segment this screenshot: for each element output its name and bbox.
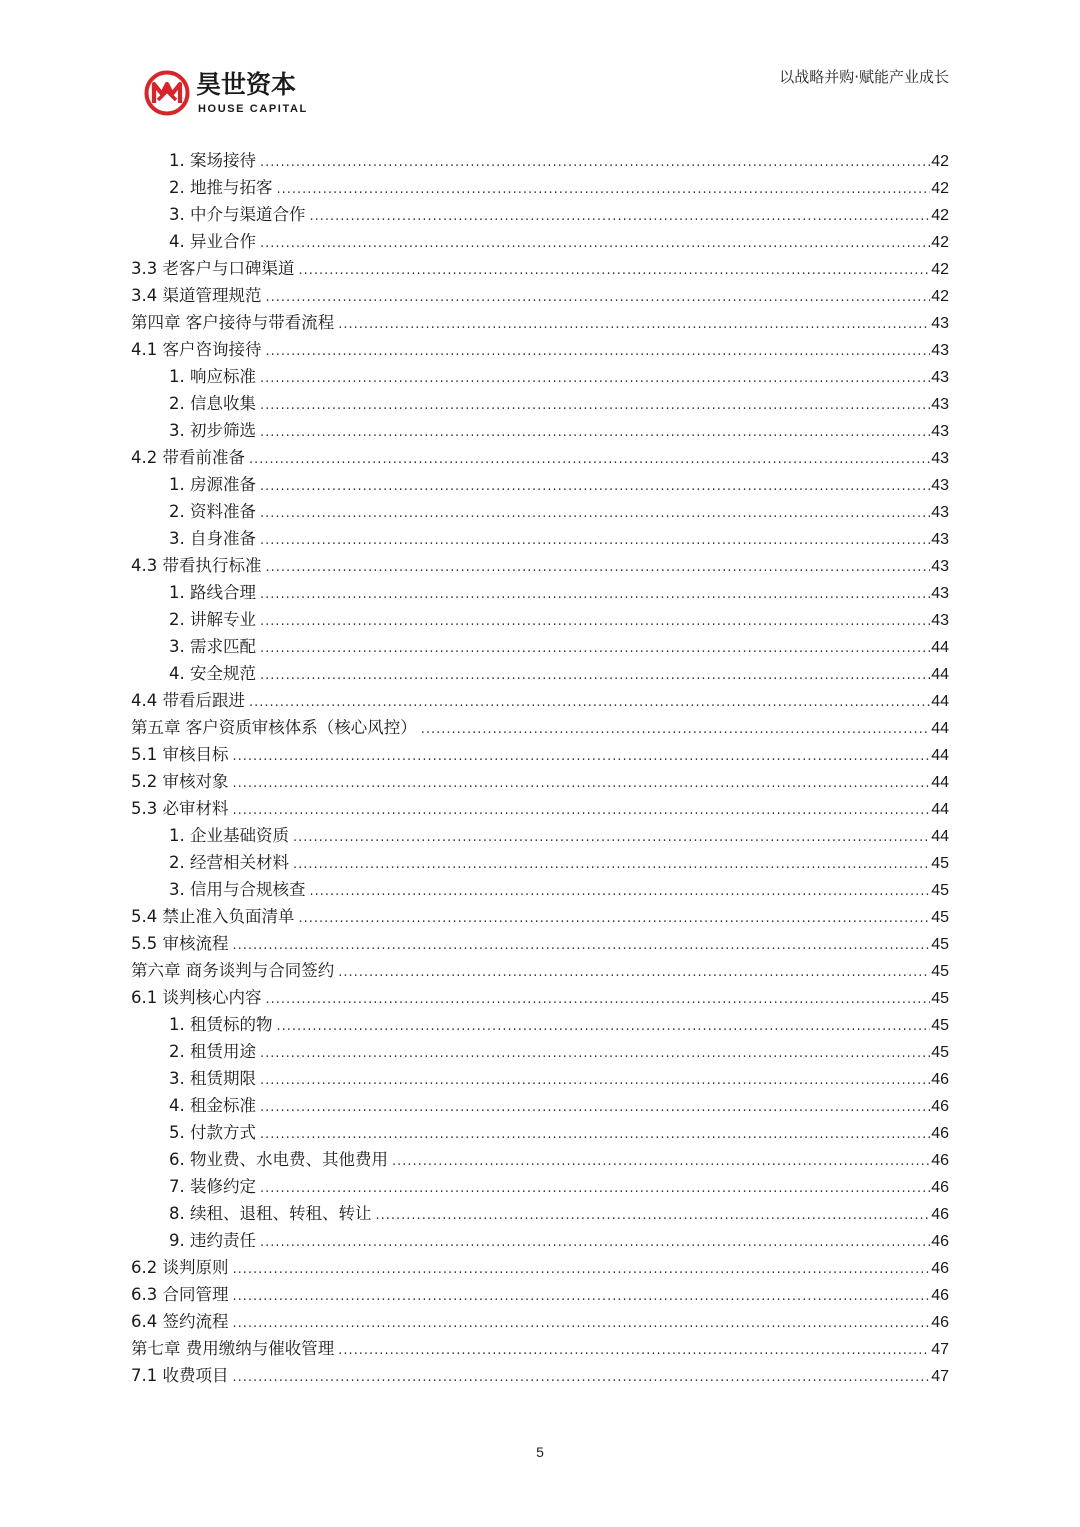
toc-entry[interactable] [131, 1092, 949, 1119]
toc-entry[interactable] [131, 444, 949, 471]
toc-dot-leader [266, 338, 931, 363]
toc-entry-title: 2. 信息收集 [169, 394, 256, 413]
toc-entry[interactable] [131, 1281, 949, 1308]
toc-entry-page: 46 [931, 1206, 949, 1223]
toc-entry[interactable] [131, 552, 949, 579]
toc-entry-title: 1. 响应标准 [169, 367, 256, 386]
toc-entry-title: 5.1 审核目标 [131, 745, 229, 764]
toc-entry-title: 3. 自身准备 [169, 529, 256, 548]
toc-entry-page: 42 [931, 288, 949, 305]
toc-entry[interactable] [131, 282, 949, 309]
toc-entry[interactable] [131, 606, 949, 633]
toc-entry-page: 45 [931, 1044, 949, 1061]
toc-entry-page: 45 [931, 963, 949, 980]
toc-dot-leader [249, 689, 930, 714]
toc-entry[interactable] [131, 336, 949, 363]
toc-dot-leader [260, 1229, 930, 1254]
toc-dot-leader [260, 608, 930, 633]
toc-entry-title: 1. 租赁标的物 [169, 1015, 273, 1034]
toc-dot-leader [266, 986, 931, 1011]
toc-dot-leader [299, 905, 931, 930]
toc-dot-leader [233, 1364, 931, 1389]
toc-dot-leader [277, 176, 931, 201]
toc-dot-leader [260, 365, 930, 390]
toc-entry[interactable] [131, 633, 949, 660]
toc-entry-title: 2. 经营相关材料 [169, 853, 289, 872]
toc-entry[interactable] [131, 1119, 949, 1146]
toc-entry-page: 46 [931, 1152, 949, 1169]
toc-entry-title: 5.5 审核流程 [131, 934, 229, 953]
toc-entry[interactable] [131, 255, 949, 282]
toc-entry[interactable] [131, 687, 949, 714]
toc-entry-title: 5.2 审核对象 [131, 772, 229, 791]
toc-entry[interactable] [131, 147, 949, 174]
toc-entry[interactable] [131, 714, 949, 741]
toc-entry-title: 4.4 带看后跟进 [131, 691, 245, 710]
toc-entry-page: 42 [931, 153, 949, 170]
company-logo [144, 70, 314, 120]
toc-dot-leader [376, 1202, 931, 1227]
toc-entry-page: 46 [931, 1260, 949, 1277]
toc-entry[interactable] [131, 849, 949, 876]
toc-entry[interactable] [131, 1065, 949, 1092]
toc-entry-page: 45 [931, 882, 949, 899]
toc-entry-page: 43 [931, 315, 949, 332]
toc-entry-page: 47 [931, 1341, 949, 1358]
toc-entry-page: 43 [931, 477, 949, 494]
toc-entry-title: 5.4 禁止准入负面清单 [131, 907, 295, 926]
toc-entry-title: 1. 企业基础资质 [169, 826, 289, 845]
toc-dot-leader [421, 716, 930, 741]
toc-entry[interactable] [131, 1308, 949, 1335]
toc-entry[interactable] [131, 525, 949, 552]
toc-entry[interactable] [131, 1200, 949, 1227]
toc-entry-title: 4. 安全规范 [169, 664, 256, 683]
toc-entry-page: 44 [931, 639, 949, 656]
toc-entry-title: 1. 案场接待 [169, 151, 256, 170]
toc-dot-leader [260, 581, 930, 606]
toc-entry-title: 4. 租金标准 [169, 1096, 256, 1115]
toc-entry-page: 43 [931, 342, 949, 359]
toc-dot-leader [277, 1013, 931, 1038]
toc-entry-title: 第四章 客户接待与带看流程 [131, 313, 335, 332]
toc-entry-page: 43 [931, 531, 949, 548]
toc-entry-page: 46 [931, 1233, 949, 1250]
toc-entry[interactable] [131, 1038, 949, 1065]
toc-entry[interactable] [131, 390, 949, 417]
toc-dot-leader [233, 1310, 931, 1335]
toc-entry-page: 46 [931, 1179, 949, 1196]
toc-entry-title: 3. 需求匹配 [169, 637, 256, 656]
toc-dot-leader [233, 797, 931, 822]
toc-entry-page: 47 [931, 1368, 949, 1385]
toc-entry-page: 45 [931, 1017, 949, 1034]
toc-dot-leader [260, 1121, 930, 1146]
toc-entry-page: 44 [931, 774, 949, 791]
toc-entry-page: 46 [931, 1287, 949, 1304]
toc-entry-page: 43 [931, 504, 949, 521]
table-of-contents [131, 147, 949, 1389]
toc-entry[interactable] [131, 741, 949, 768]
toc-dot-leader [233, 743, 931, 768]
toc-dot-leader [338, 311, 930, 336]
toc-dot-leader [266, 284, 931, 309]
toc-entry-page: 44 [931, 720, 949, 737]
toc-entry-title: 6.4 签约流程 [131, 1312, 229, 1331]
toc-entry[interactable] [131, 1146, 949, 1173]
toc-entry-page: 45 [931, 936, 949, 953]
toc-entry[interactable] [131, 1173, 949, 1200]
toc-entry-title: 4.2 带看前准备 [131, 448, 245, 467]
toc-entry-title: 9. 违约责任 [169, 1231, 256, 1250]
toc-dot-leader [260, 419, 930, 444]
toc-entry-title: 7.1 收费项目 [131, 1366, 229, 1385]
toc-entry-page: 45 [931, 855, 949, 872]
toc-entry-title: 4. 异业合作 [169, 232, 256, 251]
toc-entry-page: 46 [931, 1071, 949, 1088]
toc-dot-leader [310, 878, 931, 903]
toc-entry-title: 8. 续租、退租、转租、转让 [169, 1204, 372, 1223]
toc-dot-leader [249, 446, 930, 471]
toc-entry-page: 46 [931, 1098, 949, 1115]
toc-entry[interactable] [131, 1011, 949, 1038]
toc-dot-leader [299, 257, 931, 282]
toc-entry-page: 42 [931, 234, 949, 251]
toc-entry-page: 46 [931, 1314, 949, 1331]
header-slogan: 以战略并购·赋能产业成长 [779, 68, 949, 86]
toc-entry[interactable] [131, 228, 949, 255]
toc-entry-page: 43 [931, 450, 949, 467]
toc-entry-title: 6.1 谈判核心内容 [131, 988, 262, 1007]
toc-entry-title: 7. 装修约定 [169, 1177, 256, 1196]
toc-dot-leader [233, 770, 931, 795]
toc-entry[interactable] [131, 795, 949, 822]
toc-entry-page: 44 [931, 747, 949, 764]
toc-dot-leader [260, 1067, 930, 1092]
house-capital-logo-icon [144, 70, 190, 116]
toc-entry[interactable] [131, 984, 949, 1011]
page-header [0, 0, 1080, 140]
page-number: 5 [536, 1444, 544, 1460]
toc-entry-title: 第七章 费用缴纳与催收管理 [131, 1339, 335, 1358]
toc-entry-title: 2. 讲解专业 [169, 610, 256, 629]
toc-entry-title: 5. 付款方式 [169, 1123, 256, 1142]
toc-dot-leader [233, 1283, 931, 1308]
toc-entry-title: 1. 房源准备 [169, 475, 256, 494]
logo-english-name: HOUSE CAPITAL [198, 103, 308, 115]
toc-entry-title: 2. 租赁用途 [169, 1042, 256, 1061]
toc-entry[interactable] [131, 1227, 949, 1254]
toc-dot-leader [233, 932, 931, 957]
toc-entry-page: 44 [931, 693, 949, 710]
toc-entry-title: 2. 地推与拓客 [169, 178, 273, 197]
toc-dot-leader [260, 392, 930, 417]
toc-dot-leader [338, 959, 930, 984]
toc-entry-title: 2. 资料准备 [169, 502, 256, 521]
toc-entry-title: 3. 信用与合规核查 [169, 880, 306, 899]
toc-dot-leader [260, 473, 930, 498]
toc-dot-leader [260, 1094, 930, 1119]
toc-dot-leader [260, 1175, 930, 1200]
toc-entry-title: 3. 初步筛选 [169, 421, 256, 440]
toc-dot-leader [260, 149, 930, 174]
toc-entry-title: 1. 路线合理 [169, 583, 256, 602]
toc-dot-leader [260, 1040, 930, 1065]
toc-entry-page: 43 [931, 396, 949, 413]
toc-dot-leader [338, 1337, 930, 1362]
toc-entry[interactable] [131, 1362, 949, 1389]
toc-dot-leader [260, 230, 930, 255]
toc-entry[interactable] [131, 957, 949, 984]
toc-entry-page: 44 [931, 666, 949, 683]
toc-entry-page: 42 [931, 207, 949, 224]
toc-entry[interactable] [131, 579, 949, 606]
logo-chinese-name: 昊世资本 [196, 70, 297, 99]
toc-dot-leader [260, 635, 930, 660]
toc-entry[interactable] [131, 768, 949, 795]
toc-entry-title: 4.3 带看执行标准 [131, 556, 262, 575]
toc-entry[interactable] [131, 363, 949, 390]
toc-dot-leader [260, 662, 930, 687]
toc-dot-leader [260, 500, 930, 525]
toc-entry-title: 3. 租赁期限 [169, 1069, 256, 1088]
toc-entry-page: 43 [931, 612, 949, 629]
toc-entry-page: 43 [931, 558, 949, 575]
toc-entry-title: 4.1 客户咨询接待 [131, 340, 262, 359]
toc-entry[interactable] [131, 876, 949, 903]
toc-entry-page: 46 [931, 1125, 949, 1142]
toc-entry-title: 3.4 渠道管理规范 [131, 286, 262, 305]
toc-dot-leader [233, 1256, 931, 1281]
toc-entry[interactable] [131, 1254, 949, 1281]
toc-entry-page: 44 [931, 828, 949, 845]
toc-dot-leader [293, 824, 930, 849]
toc-entry-page: 42 [931, 261, 949, 278]
toc-entry-title: 6. 物业费、水电费、其他费用 [169, 1150, 388, 1169]
toc-dot-leader [310, 203, 931, 228]
toc-entry-title: 3. 中介与渠道合作 [169, 205, 306, 224]
toc-dot-leader [266, 554, 931, 579]
toc-entry[interactable] [131, 417, 949, 444]
toc-entry[interactable] [131, 903, 949, 930]
toc-entry[interactable] [131, 930, 949, 957]
toc-entry-title: 第五章 客户资质审核体系（核心风控） [131, 718, 417, 737]
toc-entry[interactable] [131, 1335, 949, 1362]
toc-entry-title: 第六章 商务谈判与合同签约 [131, 961, 335, 980]
toc-entry[interactable] [131, 309, 949, 336]
toc-entry-page: 45 [931, 990, 949, 1007]
toc-entry-title: 3.3 老客户与口碑渠道 [131, 259, 295, 278]
toc-entry-page: 42 [931, 180, 949, 197]
toc-entry-page: 43 [931, 423, 949, 440]
toc-entry-page: 45 [931, 909, 949, 926]
toc-entry[interactable] [131, 201, 949, 228]
toc-dot-leader [392, 1148, 930, 1173]
toc-entry-page: 43 [931, 585, 949, 602]
toc-entry-page: 43 [931, 369, 949, 386]
toc-entry[interactable] [131, 822, 949, 849]
toc-entry-title: 5.3 必审材料 [131, 799, 229, 818]
toc-entry[interactable] [131, 174, 949, 201]
toc-dot-leader [293, 851, 930, 876]
toc-dot-leader [260, 527, 930, 552]
toc-entry-title: 6.2 谈判原则 [131, 1258, 229, 1277]
toc-entry-title: 6.3 合同管理 [131, 1285, 229, 1304]
toc-entry[interactable] [131, 471, 949, 498]
toc-entry-page: 44 [931, 801, 949, 818]
toc-entry[interactable] [131, 660, 949, 687]
toc-entry[interactable] [131, 498, 949, 525]
